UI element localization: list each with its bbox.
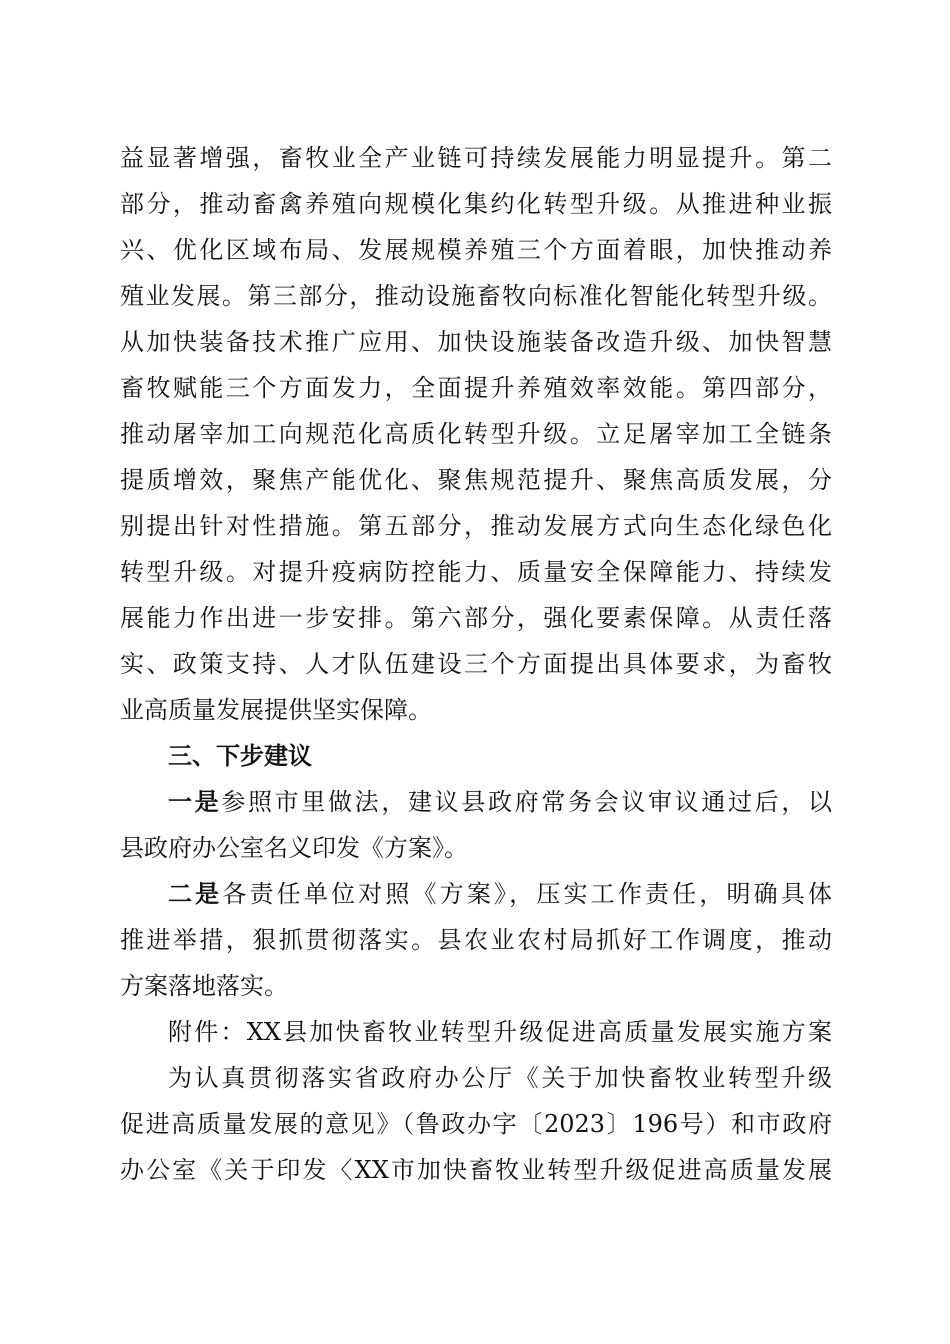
body-text-line: 转型升级。对提升疫病防控能力、质量安全保障能力、持续发 bbox=[120, 558, 832, 586]
closing-text-line: 为认真贯彻落实省政府办公厅《关于加快畜牧业转型升级 bbox=[168, 1064, 832, 1092]
body-text-line: 推动屠宰加工向规范化高质化转型升级。立足屠宰加工全链条 bbox=[120, 420, 832, 448]
suggestion-two-line: 方案落地落实。 bbox=[120, 972, 288, 1000]
body-text-line: 畜牧赋能三个方面发力，全面提升养殖效率效能。第四部分， bbox=[120, 374, 832, 402]
closing-text-line: 办公室《关于印发〈XX市加快畜牧业转型升级促进高质量发展 bbox=[120, 1156, 832, 1184]
body-text-line: 益显著增强，畜牧业全产业链可持续发展能力明显提升。第二 bbox=[120, 144, 832, 172]
body-text-line: 业高质量发展提供坚实保障。 bbox=[120, 696, 432, 724]
body-text-line: 殖业发展。第三部分，推动设施畜牧向标准化智能化转型升级。 bbox=[120, 282, 832, 310]
suggestion-one-text: 参照市里做法，建议县政府常务会议审议通过后，以 bbox=[221, 788, 833, 816]
body-text-line: 兴、优化区域布局、发展规模养殖三个方面着眼，加快推动养 bbox=[120, 236, 832, 264]
suggestion-two-line bbox=[168, 874, 832, 914]
section-heading: 三、下步建议 bbox=[168, 742, 312, 770]
suggestion-one-lead: 一是 bbox=[168, 788, 222, 816]
suggestion-two-lead: 二是 bbox=[168, 880, 223, 908]
body-text-line: 实、政策支持、人才队伍建设三个方面提出具体要求，为畜牧 bbox=[120, 650, 832, 678]
body-text-line: 别提出针对性措施。第五部分，推动发展方式向生态化绿色化 bbox=[120, 512, 832, 540]
body-text-line: 展能力作出进一步安排。第六部分，强化要素保障。从责任落 bbox=[120, 604, 832, 632]
attachment-line: 附件：XX县加快畜牧业转型升级促进高质量发展实施方案 bbox=[168, 1018, 832, 1046]
body-text-line: 部分，推动畜禽养殖向规模化集约化转型升级。从推进种业振 bbox=[120, 190, 832, 218]
suggestion-one-line: 县政府办公室名义印发《方案》。 bbox=[120, 834, 468, 862]
closing-text-line: 促进高质量发展的意见》（鲁政办字〔2023〕196号）和市政府 bbox=[120, 1110, 832, 1138]
body-text-line: 从加快装备技术推广应用、加快设施装备改造升级、加快智慧 bbox=[120, 328, 832, 356]
body-text-line: 提质增效，聚焦产能优化、聚焦规范提升、聚焦高质发展，分 bbox=[120, 466, 832, 494]
suggestion-two-text: 各责任单位对照《方案》，压实工作责任，明确具体 bbox=[222, 880, 833, 908]
suggestion-two-line: 推进举措，狠抓贯彻落实。县农业农村局抓好工作调度，推动 bbox=[120, 926, 832, 954]
suggestion-one-line bbox=[168, 782, 832, 822]
